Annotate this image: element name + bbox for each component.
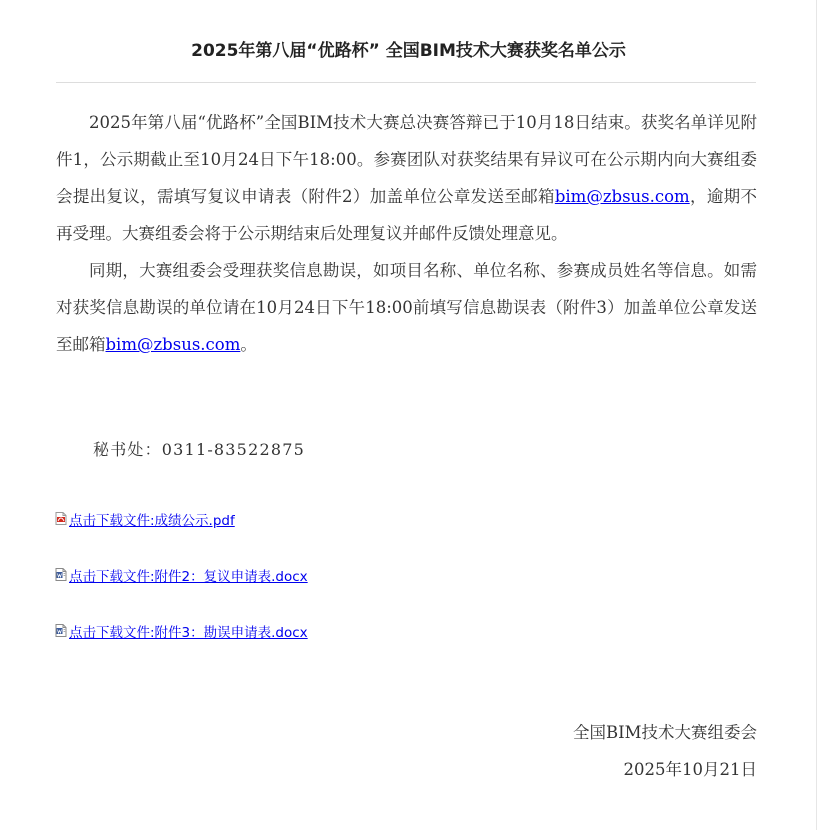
pdf-file-icon xyxy=(55,512,67,525)
paragraph-correction xyxy=(56,252,757,363)
download-link-results-pdf[interactable] xyxy=(55,509,235,529)
download-link-reconsideration-form[interactable] xyxy=(55,565,308,585)
title-divider xyxy=(56,82,756,83)
paragraph-text: 同期，大赛组委会受理获奖信息勘误，如项目名称、单位名称、参赛成员姓名等信息。如需对获奖信息勘误的单位请在10月24日下午18:00前填写信息勘误表（附件3）加盖单位公章发送至邮箱 xyxy=(56,261,757,354)
word-file-icon xyxy=(55,624,67,637)
paragraph-text: ，逾期不再受理。大赛组委会将于公示期结束后处理复议并邮件反馈处理意见。 xyxy=(56,187,758,243)
paragraph-text: 2025年第八届“优路杯”全国BIM技术大赛总决赛答辩已于10月18日结束。获奖名单详见附件1，公示期截止至10月24日下午18:00。参赛团队对获奖结果有异议可在公示期内向大赛组委会提出复议，需填写复议申请表（附件2）加盖单位公章发送至邮箱 xyxy=(56,113,757,206)
page-title: 2025年第八届“优路杯” 全国BIM技术大赛获奖名单公示 xyxy=(191,41,626,61)
email-link[interactable]: bim@zbsus.com xyxy=(554,187,690,206)
word-file-icon xyxy=(55,568,67,581)
download-link-correction-form[interactable] xyxy=(55,621,308,641)
signature-organization: 全国BIM技术大赛组委会 xyxy=(572,723,757,742)
email-link[interactable]: bim@zbsus.com xyxy=(105,335,241,354)
attachment-label: 点击下载文件:成绩公示.pdf xyxy=(69,513,235,529)
paragraph-announcement xyxy=(56,104,757,252)
secretariat-contact: 秘书处：0311-83522875 xyxy=(93,440,305,459)
attachment-label: 点击下载文件:附件2：复议申请表.docx xyxy=(69,569,308,585)
paragraph-text: 。 xyxy=(240,335,257,354)
attachment-label: 点击下载文件:附件3：勘误申请表.docx xyxy=(69,625,308,641)
signature-date: 2025年10月21日 xyxy=(623,760,757,779)
article-body xyxy=(56,104,757,363)
